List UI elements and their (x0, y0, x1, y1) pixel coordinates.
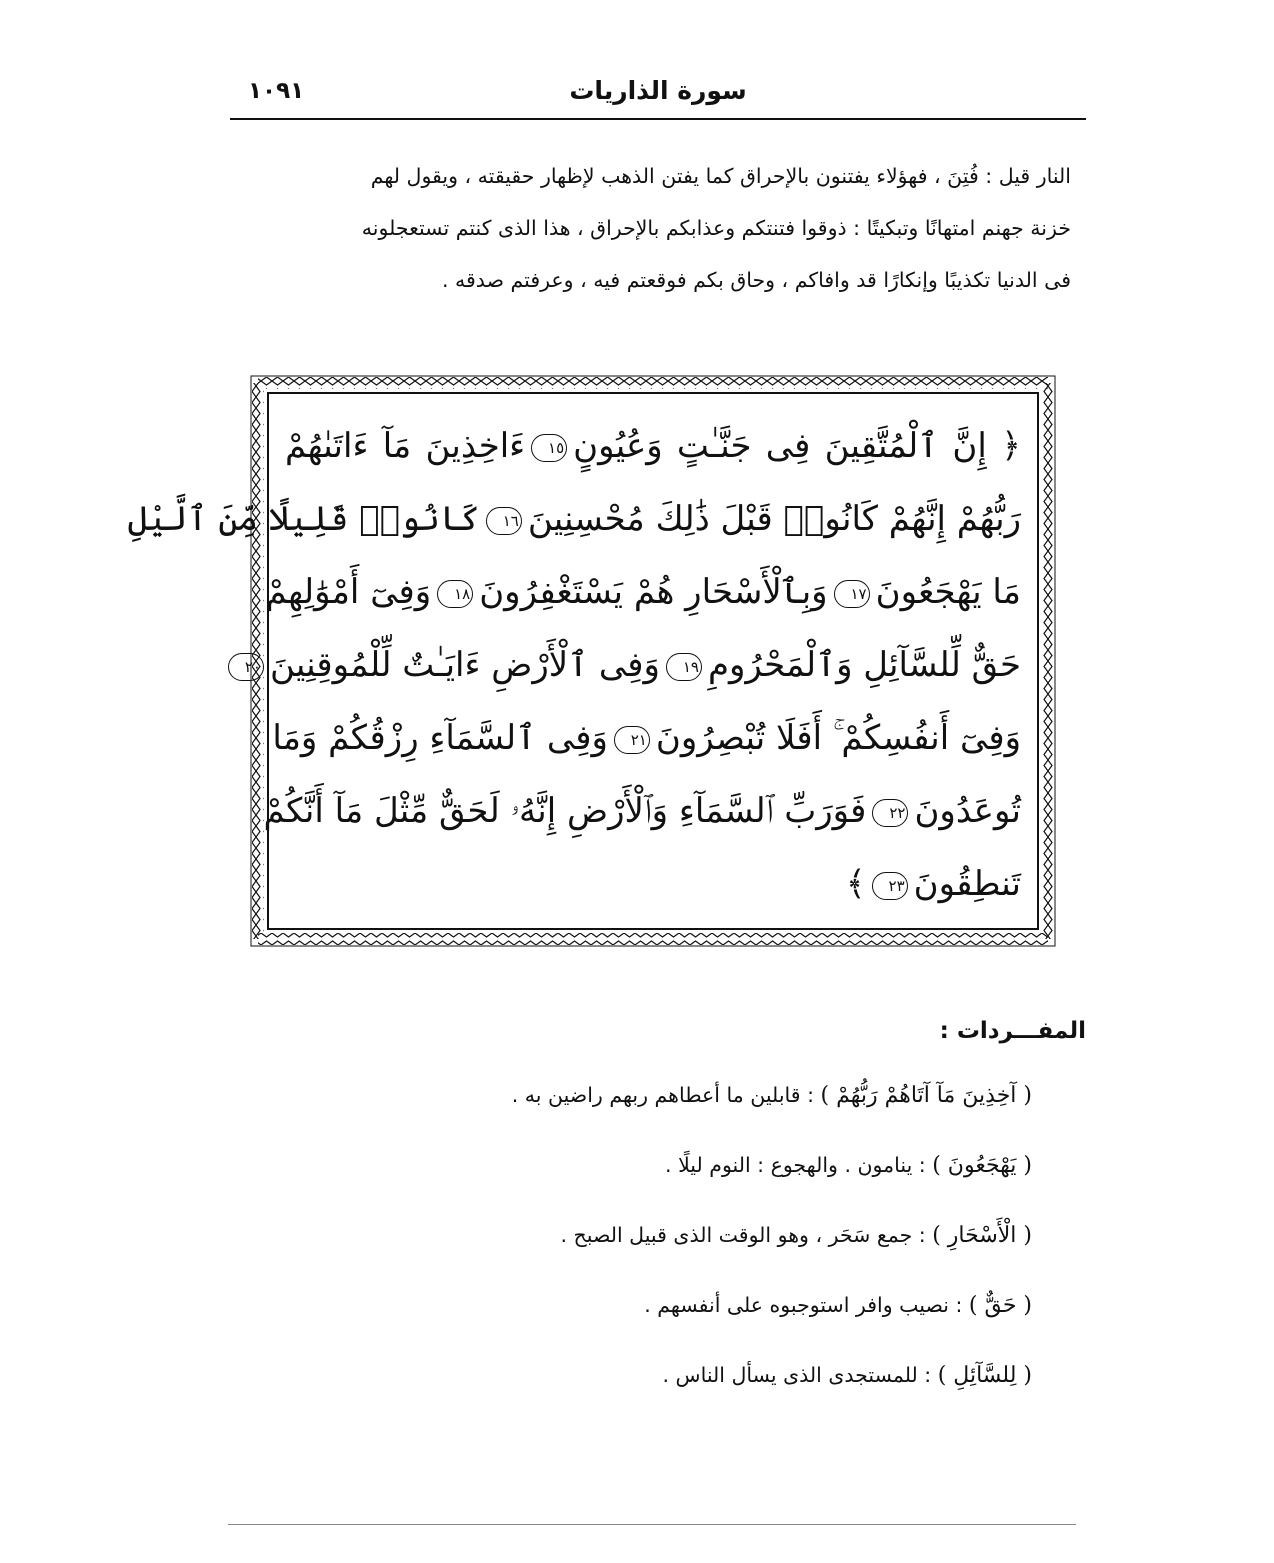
vocabulary-definition: : ينامون . والهجوع : النوم ليلًا . (665, 1153, 926, 1177)
vocabulary-term: ( حَقٌّ ) (968, 1293, 1032, 1318)
verse-text: وَبِٱلْأَسْحَارِ هُمْ يَسْتَغْفِرُونَ (479, 572, 828, 612)
page-header (230, 70, 1086, 116)
vocabulary-term: ( الْأَسْحَارِ ) (932, 1223, 1032, 1248)
surah-title: سورة الذاريات (569, 76, 747, 105)
verse-line (285, 848, 1021, 921)
vocabulary-definition: : قابلين ما أعطاهم ربهم راضين به . (511, 1083, 814, 1107)
intro-paragraph (225, 150, 1071, 306)
vocabulary-item (232, 1355, 1032, 1425)
vocabulary-term: ( آخِذِينَ مَآ آتَاهُمْ رَبُّهُمْ ) (820, 1083, 1032, 1108)
ayah-number-marker: ١٥ (531, 434, 567, 462)
header-divider (230, 118, 1086, 120)
verse-text: وَفِى ٱلْأَرْضِ ءَايَـٰتٌ لِّلْمُوقِنِينَ (269, 645, 660, 685)
verse-text: فَوَرَبِّ ٱلسَّمَآءِ وَٱلْأَرْضِ إِنَّهُۥ لَحَقٌّ مِّثْلَ مَآ أَنَّكُمْ (263, 791, 867, 831)
verse-text: ﴾ (845, 864, 866, 904)
verse-line (127, 483, 1021, 556)
verse-text: وَفِىٓ أَنفُسِكُمْ ۚ أَفَلَا تُبْصِرُونَ (655, 718, 1021, 758)
ayah-number-marker: ٢٢ (872, 799, 908, 827)
vocabulary-heading: المفـــردات : (939, 1018, 1086, 1044)
vocabulary-list (232, 1075, 1032, 1425)
vocabulary-definition: : نصيب وافر استوجبوه على أنفسهم . (644, 1293, 963, 1317)
vocabulary-item (232, 1075, 1032, 1145)
ayah-number-marker: ٢٠ (228, 653, 264, 681)
verse-text: مَا يَهْجَعُونَ (875, 572, 1021, 612)
verse-text: وَفِىٓ أَمْوَٰلِهِمْ (265, 572, 432, 612)
vocabulary-item (232, 1145, 1032, 1215)
ayah-number-marker: ١٩ (666, 653, 702, 681)
verse-text: تَنطِقُونَ (913, 864, 1021, 904)
verse-text: كَانُوا۟ قَلِيلًا مِّنَ ٱلَّيْلِ (127, 499, 480, 539)
ayah-number-marker: ١٨ (437, 580, 473, 608)
quran-verses (127, 410, 1021, 921)
intro-line: خزنة جهنم امتهانًا وتبكيتًا : ذوقوا فتنتكم وعذابكم بالإحراق ، هذا الذى كنتم تستعجلونه (361, 216, 1071, 240)
verse-text: رَبُّهُمْ إِنَّهُمْ كَانُوا۟ قَبْلَ ذَٰلِكَ مُحْسِنِينَ (527, 499, 1021, 539)
footer-divider (228, 1524, 1076, 1525)
page-number: ١٠٩١ (248, 78, 305, 104)
verse-line (272, 702, 1021, 775)
verse-line (244, 629, 1021, 702)
vocabulary-term: ( يَهْجَعُونَ ) (932, 1153, 1032, 1178)
vocabulary-definition: : للمستجدى الذى يسأل الناس . (662, 1363, 932, 1387)
verse-text: تُوعَدُونَ (914, 791, 1021, 831)
verse-line (263, 775, 1021, 848)
verse-line (285, 410, 1021, 483)
ayah-number-marker: ١٦ (486, 507, 522, 535)
vocabulary-term: ( لِلسَّآئِلِ ) (937, 1363, 1032, 1388)
ayah-number-marker: ١٧ (834, 580, 870, 608)
vocabulary-item (232, 1285, 1032, 1355)
verse-text: ﴿ إِنَّ ٱلْمُتَّقِينَ فِى جَنَّـٰتٍ وَعُيُونٍ (573, 426, 1021, 466)
vocabulary-definition: : جمع سَحَر ، وهو الوقت الذى قبيل الصبح . (560, 1223, 926, 1247)
verse-text: حَقٌّ لِّلسَّآئِلِ وَٱلْمَحْرُومِ (707, 645, 1021, 685)
ayah-number-marker: ٢١ (614, 726, 650, 754)
intro-line: النار قيل : فُتِنَ ، فهؤلاء يفتنون بالإحراق كما يفتن الذهب لإظهار حقيقته ، ويقول لهم (370, 164, 1071, 188)
verse-text: وَفِى ٱلسَّمَآءِ رِزْقُكُمْ وَمَا (272, 718, 608, 758)
verse-line (265, 556, 1021, 629)
ayah-number-marker: ٢٣ (872, 872, 908, 900)
intro-line: فى الدنيا تكذيبًا وإنكارًا قد وافاكم ، وحاق بكم فوقعتم فيه ، وعرفتم صدقه . (441, 268, 1071, 292)
verse-frame (127, 375, 1056, 947)
vocabulary-item (232, 1215, 1032, 1285)
verse-text: ءَاخِذِينَ مَآ ءَاتَىٰهُمْ (285, 426, 526, 466)
